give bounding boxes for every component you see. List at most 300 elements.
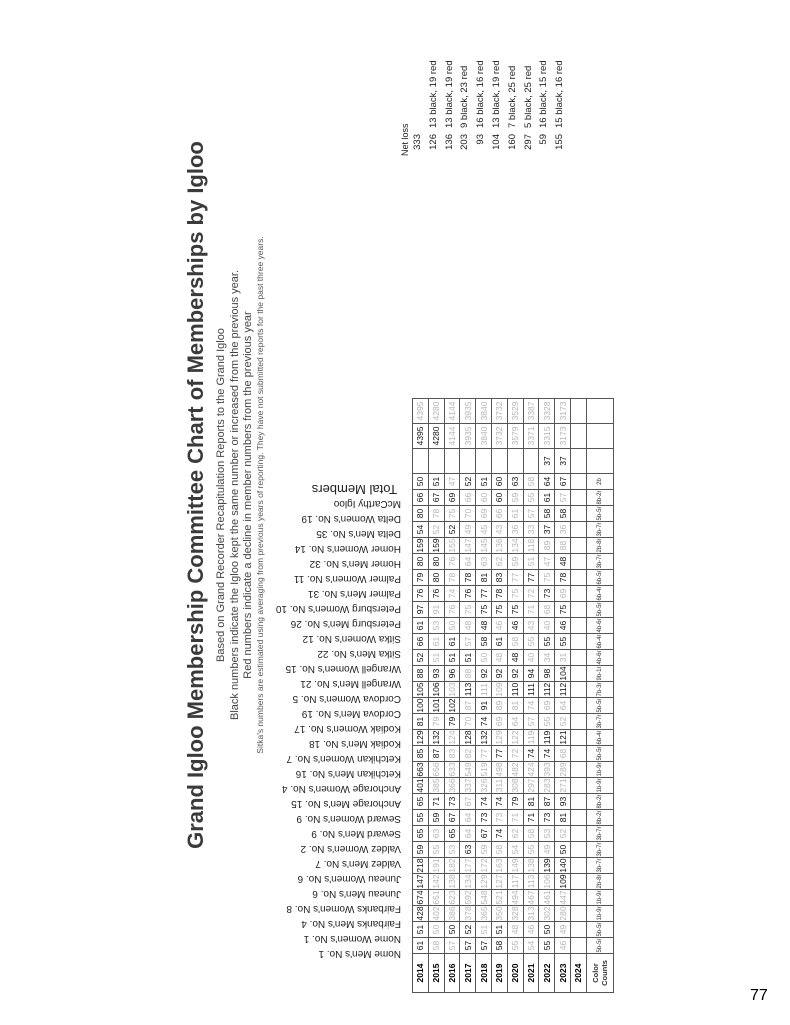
table-cell: 57 — [555, 490, 571, 506]
table-cell: 74 — [539, 746, 555, 762]
table-cell: 91 — [476, 698, 492, 714]
table-cell: 51 — [413, 922, 429, 938]
color-counts-row — [586, 399, 613, 993]
membership-grid — [412, 398, 614, 993]
color-tally-note: 13 black, 19 red — [443, 60, 455, 128]
color-counts-label: Color Counts — [586, 954, 613, 993]
table-cell: 113 — [523, 874, 539, 890]
table-cell: 651 — [428, 890, 444, 906]
table-cell: 74 — [491, 794, 507, 810]
table-cell: 51 — [523, 554, 539, 570]
table-cell: 57 — [523, 714, 539, 730]
color-count-cell: 5b-5r — [586, 698, 613, 714]
table-cell: 159 — [428, 538, 444, 554]
color-count-cell: 1b-9r — [586, 890, 613, 906]
table-cell: 52 — [460, 474, 476, 490]
column-header-label: Petersburg Men's No. 26 — [290, 618, 401, 629]
table-cell: 53 — [428, 618, 444, 634]
table-cell: 47 — [539, 554, 555, 570]
table-cell: 55 — [539, 938, 555, 954]
table-cell: 63 — [460, 842, 476, 858]
net-loss-value: 104 — [491, 134, 502, 150]
table-cell: 68 — [539, 602, 555, 618]
color-count-cell: 6b-4r — [586, 730, 613, 746]
table-cell: 64 — [539, 474, 555, 490]
table-cell: 52 — [413, 650, 429, 666]
table-cell: 31 — [555, 650, 571, 666]
table-cell: 51 — [491, 922, 507, 938]
table-cell: 138 — [444, 874, 460, 890]
table-cell: 79 — [428, 714, 444, 730]
table-cell: 297 — [523, 778, 539, 794]
table-cell: 59 — [413, 842, 429, 858]
table-cell: 48 — [507, 922, 523, 938]
year-cell: 2018 — [476, 954, 492, 993]
table-cell: 92 — [507, 666, 523, 682]
column-header-label: Delta Men's No. 35 — [316, 528, 401, 539]
table-cell: 378 — [460, 906, 476, 922]
table-cell: 77 — [507, 570, 523, 586]
table-cell: 102 — [444, 698, 460, 714]
table-cell: 70 — [460, 714, 476, 730]
color-count-cell: 6b-4r — [586, 634, 613, 650]
color-count-cell: 3b-7r — [586, 554, 613, 570]
table-cell: 129 — [413, 730, 429, 746]
table-cell: 66 — [460, 490, 476, 506]
table-cell — [570, 890, 586, 906]
column-header-label: Homer Women's No. 14 — [294, 543, 401, 554]
table-cell: 163 — [491, 858, 507, 874]
table-cell: 138 — [523, 858, 539, 874]
table-cell: 65 — [413, 826, 429, 842]
table-cell: 52 — [555, 714, 571, 730]
year-cell: 2024 — [570, 954, 586, 993]
table-cell: 51 — [460, 650, 476, 666]
table-cell: 64 — [555, 698, 571, 714]
table-cell: 71 — [507, 810, 523, 826]
table-cell — [570, 424, 586, 449]
color-count-cell: 5b-5r — [586, 746, 613, 762]
table-cell: 79 — [507, 794, 523, 810]
color-count-cell: 6b-5r — [586, 570, 613, 586]
table-cell: 113 — [460, 682, 476, 698]
color-count-cell: 8b-2r — [586, 794, 613, 810]
table-row — [428, 399, 444, 993]
color-tally-note: 15 black, 16 red — [554, 60, 566, 128]
table-cell: 59 — [507, 490, 523, 506]
table-cell: 85 — [413, 746, 429, 762]
table-cell: 80 — [413, 506, 429, 522]
color-count-cell: 8b-2r — [586, 810, 613, 826]
table-cell: 91 — [428, 602, 444, 618]
table-cell: 142 — [428, 874, 444, 890]
table-cell: 109 — [491, 682, 507, 698]
table-cell: 71 — [428, 794, 444, 810]
table-cell: 172 — [476, 858, 492, 874]
table-cell: 134 — [460, 874, 476, 890]
table-cell — [570, 842, 586, 858]
subtitle-source: Based on Grand Recorder Recapitulation Reports to the Grand Igloo — [215, 328, 227, 662]
table-cell: 64 — [460, 554, 476, 570]
table-cell — [570, 746, 586, 762]
table-cell: 127 — [491, 874, 507, 890]
table-cell: 88 — [555, 538, 571, 554]
table-cell: 328 — [507, 906, 523, 922]
table-row — [476, 399, 492, 993]
table-cell: 46 — [507, 618, 523, 634]
table-cell: 67 — [460, 794, 476, 810]
column-header-label: Fairbanks Men's No. 4 — [301, 918, 401, 929]
column-header-label: Cordova Women's No. 5 — [292, 693, 401, 704]
column-header-label: Sitka Women's No. 12 — [302, 633, 401, 644]
table-cell: 60 — [476, 490, 492, 506]
table-cell: 3387 — [523, 399, 539, 424]
table-cell: 37 — [555, 449, 571, 474]
column-header-label: Cordova Men's No. 19 — [301, 708, 401, 719]
table-cell — [444, 449, 460, 474]
table-cell: 61 — [428, 634, 444, 650]
table-cell: 77 — [476, 586, 492, 602]
table-cell: 63 — [476, 554, 492, 570]
table-cell: 69 — [476, 506, 492, 522]
year-cell: 2022 — [539, 954, 555, 993]
table-cell: 69 — [444, 490, 460, 506]
table-cell: 498 — [491, 762, 507, 778]
table-cell: 55 — [523, 634, 539, 650]
table-cell: 136 — [491, 538, 507, 554]
table-cell — [570, 826, 586, 842]
table-cell: 46 — [491, 618, 507, 634]
column-header-label: Nome Men's No. 1 — [318, 948, 401, 959]
table-cell: 50 — [444, 618, 460, 634]
table-cell: 623 — [444, 890, 460, 906]
table-cell: 87 — [428, 746, 444, 762]
table-cell: 53 — [444, 842, 460, 858]
net-loss-value: 136 — [443, 134, 455, 150]
table-cell: 76 — [413, 586, 429, 602]
membership-table — [271, 398, 614, 993]
table-cell: 58 — [523, 826, 539, 842]
table-cell: 64 — [507, 714, 523, 730]
color-tally-note: 16 black, 16 red — [475, 60, 487, 128]
table-cell: 53 — [539, 826, 555, 842]
table-cell: 50 — [428, 922, 444, 938]
table-cell: 50 — [444, 922, 460, 938]
table-cell — [570, 714, 586, 730]
table-cell: 100 — [413, 698, 429, 714]
table-cell: 521 — [491, 890, 507, 906]
table-cell: 52 — [555, 826, 571, 842]
column-header-label: Wrangell Women's No. 15 — [285, 663, 401, 674]
table-row — [460, 399, 476, 993]
table-cell — [413, 449, 429, 474]
table-cell: 55 — [539, 634, 555, 650]
table-cell — [460, 449, 476, 474]
table-cell: 548 — [476, 890, 492, 906]
table-cell — [570, 906, 586, 922]
table-cell: 52 — [444, 522, 460, 538]
table-cell: 34 — [539, 650, 555, 666]
table-cell: 59 — [507, 554, 523, 570]
table-cell: 4280 — [428, 399, 444, 424]
table-cell: 60 — [491, 490, 507, 506]
column-header-label: Kodiak Men's No. 18 — [309, 738, 401, 749]
table-cell: 76 — [444, 554, 460, 570]
color-count-cell: 9b-1r — [586, 666, 613, 682]
table-cell: 81 — [555, 810, 571, 826]
table-cell: 61 — [444, 634, 460, 650]
column-header-label: Delta Women's No. 19 — [301, 513, 401, 524]
table-cell: 50 — [539, 922, 555, 938]
table-cell: 289 — [555, 762, 571, 778]
page-title: Grand Igloo Membership Committee Chart of Memberships by Igloo — [183, 141, 208, 849]
table-cell: 76 — [444, 602, 460, 618]
color-tally-note: 9 black, 23 red — [459, 65, 471, 128]
column-header-label: Ketchikan Men's No. 16 — [295, 768, 401, 779]
table-cell: 81 — [476, 570, 492, 586]
table-cell — [428, 449, 444, 474]
table-cell: 366 — [444, 778, 460, 794]
color-count-cell: 5b-5r — [586, 506, 613, 522]
table-cell — [570, 490, 586, 506]
table-cell: 128 — [460, 730, 476, 746]
table-cell: 182 — [444, 858, 460, 874]
table-cell: 71 — [523, 602, 539, 618]
table-cell: 140 — [555, 858, 571, 874]
table-cell: 110 — [507, 682, 523, 698]
table-cell: 58 — [491, 842, 507, 858]
table-cell: 73 — [491, 810, 507, 826]
table-cell: 3579 — [507, 424, 523, 449]
table-cell: 350 — [491, 906, 507, 922]
table-cell: 65 — [413, 794, 429, 810]
table-cell: 75 — [476, 602, 492, 618]
table-cell: 76 — [460, 586, 476, 602]
table-cell — [570, 399, 586, 424]
table-cell: 93 — [428, 666, 444, 682]
table-cell: 80 — [428, 554, 444, 570]
table-cell: 51 — [444, 650, 460, 666]
table-cell: 81 — [523, 794, 539, 810]
table-cell: 280 — [555, 906, 571, 922]
table-cell: 49 — [555, 922, 571, 938]
table-cell: 50 — [476, 650, 492, 666]
table-cell: 87 — [539, 794, 555, 810]
color-count-cell: 5b-5r — [586, 602, 613, 618]
table-cell: 147 — [413, 874, 429, 890]
column-header-label: Anchorage Men's No. 15 — [291, 798, 401, 809]
color-count-cell: 6b-4r — [586, 586, 613, 602]
table-row — [570, 399, 586, 993]
table-cell: 73 — [444, 794, 460, 810]
table-cell — [570, 522, 586, 538]
color-count-cell: 5b-5r — [586, 938, 613, 954]
table-cell: 592 — [460, 890, 476, 906]
table-cell: 60 — [491, 474, 507, 490]
table-cell: 74 — [491, 826, 507, 842]
table-cell: 119 — [539, 730, 555, 746]
table-cell: 4280 — [428, 424, 444, 449]
table-cell: 66 — [413, 634, 429, 650]
table-cell — [570, 634, 586, 650]
table-cell: 69 — [491, 714, 507, 730]
table-cell: 51 — [476, 922, 492, 938]
table-cell: 54 — [507, 842, 523, 858]
table-cell: 33 — [523, 522, 539, 538]
table-cell: 78 — [460, 570, 476, 586]
table-cell: 76 — [428, 586, 444, 602]
table-cell — [570, 449, 586, 474]
table-cell: 47 — [444, 474, 460, 490]
table-cell: 447 — [555, 890, 571, 906]
column-header-label: Total Members — [311, 482, 397, 497]
color-count-cell: 2b — [586, 474, 613, 490]
table-cell: 89 — [491, 698, 507, 714]
table-cell: 48 — [491, 650, 507, 666]
table-cell: 61 — [413, 938, 429, 954]
table-cell: 62 — [507, 826, 523, 842]
table-cell: 46 — [555, 618, 571, 634]
table-cell: 132 — [428, 730, 444, 746]
table-cell: 4144 — [444, 424, 460, 449]
table-cell — [523, 449, 539, 474]
table-cell: 3935 — [460, 424, 476, 449]
table-cell: 147 — [460, 538, 476, 554]
table-cell: 52 — [428, 522, 444, 538]
table-cell: 54 — [523, 938, 539, 954]
table-cell: 74 — [476, 794, 492, 810]
table-cell: 92 — [491, 666, 507, 682]
table-cell: 129 — [491, 730, 507, 746]
table-row — [507, 399, 523, 993]
table-cell: 51 — [476, 474, 492, 490]
table-cell: 67 — [444, 810, 460, 826]
color-count-cell: 2b-8r — [586, 538, 613, 554]
table-cell: 155 — [444, 538, 460, 554]
table-cell: 393 — [539, 762, 555, 778]
table-cell: 45 — [476, 522, 492, 538]
table-cell: 50 — [413, 474, 429, 490]
table-cell: 112 — [555, 682, 571, 698]
year-cell: 2015 — [428, 954, 444, 993]
table-cell: 61 — [539, 490, 555, 506]
column-header-label: Juneau Men's No. 6 — [312, 888, 401, 899]
table-cell: 111 — [476, 682, 492, 698]
net-loss-header: Net loss — [400, 123, 410, 156]
table-cell: 64 — [460, 810, 476, 826]
table-cell: 75 — [444, 506, 460, 522]
table-cell: 129 — [476, 874, 492, 890]
table-cell — [570, 602, 586, 618]
color-count-cell: 3b-7r — [586, 826, 613, 842]
table-cell: 519 — [476, 762, 492, 778]
table-cell: 59 — [476, 842, 492, 858]
table-cell: 97 — [413, 602, 429, 618]
table-cell: 75 — [539, 570, 555, 586]
table-cell: 67 — [428, 490, 444, 506]
table-cell: 337 — [460, 778, 476, 794]
table-cell: 55 — [523, 842, 539, 858]
table-cell: 75 — [507, 602, 523, 618]
table-cell: 92 — [476, 666, 492, 682]
table-cell: 385 — [428, 778, 444, 794]
table-row — [491, 399, 507, 993]
table-cell: 461 — [539, 890, 555, 906]
column-header-label: Valdez Men's No. 7 — [315, 858, 401, 869]
table-cell: 58 — [555, 506, 571, 522]
table-cell: 87 — [460, 698, 476, 714]
table-cell: 313 — [523, 906, 539, 922]
color-count-cell: 3b-7r — [586, 842, 613, 858]
table-cell: 549 — [460, 762, 476, 778]
table-cell: 69 — [555, 586, 571, 602]
net-loss-value: 59 — [538, 134, 550, 145]
table-cell — [570, 650, 586, 666]
table-row — [444, 399, 460, 993]
table-cell: 66 — [491, 506, 507, 522]
table-cell: 80 — [428, 570, 444, 586]
table-cell: 57 — [444, 938, 460, 954]
table-cell: 89 — [539, 538, 555, 554]
year-cell: 2014 — [413, 954, 429, 993]
table-cell: 77 — [523, 570, 539, 586]
table-cell: 50 — [555, 842, 571, 858]
table-cell: 283 — [539, 778, 555, 794]
table-cell: 3328 — [539, 399, 555, 424]
table-cell: 55 — [413, 810, 429, 826]
table-cell: 77 — [476, 746, 492, 762]
table-cell: 83 — [491, 570, 507, 586]
table-cell: 428 — [413, 906, 429, 922]
table-cell: 3173 — [555, 399, 571, 424]
table-cell: 65 — [444, 826, 460, 842]
color-count-cell: 3b-7r — [586, 858, 613, 874]
table-cell: 58 — [491, 938, 507, 954]
color-count-cell: 5b-5r — [586, 922, 613, 938]
table-cell: 674 — [413, 890, 429, 906]
table-cell: 51 — [428, 474, 444, 490]
table-cell: 58 — [523, 474, 539, 490]
net-loss-value: 126 — [427, 134, 439, 150]
table-cell: 75 — [507, 586, 523, 602]
table-cell: 3935 — [460, 399, 476, 424]
table-cell: 74 — [444, 586, 460, 602]
column-header-label: Fairbanks Women's No. 8 — [286, 903, 401, 914]
table-cell: 73 — [476, 810, 492, 826]
table-cell: 81 — [507, 698, 523, 714]
table-cell: 43 — [523, 618, 539, 634]
table-cell: 62 — [491, 554, 507, 570]
table-row — [523, 399, 539, 993]
table-cell: 159 — [413, 538, 429, 554]
table-cell: 3732 — [491, 399, 507, 424]
table-cell: 633 — [444, 762, 460, 778]
subtitle-red-note: Red numbers indicate a decline in member numbers from the previous year — [242, 311, 254, 679]
net-loss-value: 333 — [412, 134, 423, 150]
table-cell: 81 — [413, 714, 429, 730]
table-cell: 494 — [507, 890, 523, 906]
table-cell: 43 — [491, 522, 507, 538]
column-header-label: Homer Men's No. 32 — [309, 558, 401, 569]
table-cell: 59 — [428, 810, 444, 826]
table-cell: 64 — [460, 826, 476, 842]
table-cell — [507, 449, 523, 474]
table-cell: 68 — [555, 746, 571, 762]
net-loss-value: 93 — [475, 134, 487, 145]
table-cell: 663 — [413, 762, 429, 778]
table-cell: 55 — [428, 842, 444, 858]
table-cell: 80 — [413, 554, 429, 570]
